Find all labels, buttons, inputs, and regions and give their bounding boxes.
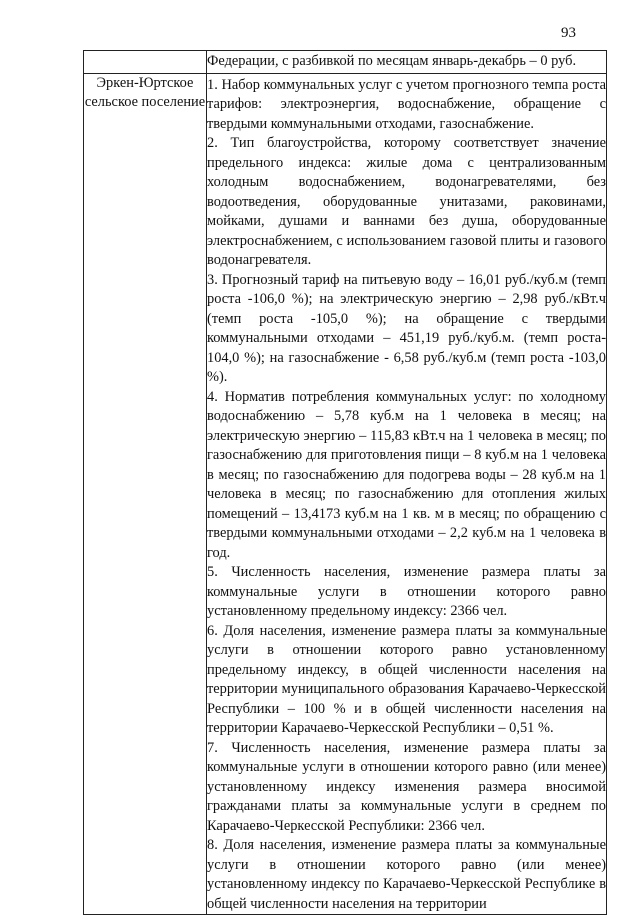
page-number: 93 [561, 25, 576, 41]
tariff-details-cell [207, 73, 607, 915]
paragraph-7-population-count-average: 7. Численность населения, изменение размера платы за коммунальные услуги в отношении которого равно (или менее) установленному индексу изменения размера вносимой гражданами платы за коммунальные услуги в среднем по Карачаево-Черкесской Республики: 2366 чел. [207, 739, 606, 834]
paragraph-4-consumption-norms: 4. Норматив потребления коммунальных услуг: по холодному водоснабжению – 5,78 куб.м на 1 человека в месяц; на электрическую энергию – 115,83 кВт.ч на 1 человека в месяц; по газоснабжению для приготовления пищи – 8 куб.м на 1 человека в месяц; по газоснабжению для подогрева воды – 28 куб.м на 1 человека в месяц; по газоснабжению для отопления жилых помещений – 13,4173 куб.м на 1 кв. м в месяц; по обращению с твердыми коммунальными отходами – 2,2 куб.м на 1 человека в год. [207, 388, 606, 561]
table-row-erken-yurt [84, 73, 607, 915]
paragraph-1-services-set: 1. Набор коммунальных услуг с учетом прогнозного темпа роста тарифов: электроэнергия, водоснабжение, обращение с твердыми коммунальными отходами, газоснабжение. [207, 76, 606, 132]
continuation-text-cell [207, 51, 607, 74]
paragraph-2-improvement-type: 2. Тип благоустройства, которому соответствует значение предельного индекса: жилые дома с централизованным холодным водоснабжением, водонагревателями, без водоотведения, оборудованные унитазами, раковинами, мойками, душами и ваннами без душа, оборудованные электроснабжением, с использованием газовой плиты и газового водонагревателя. [207, 135, 606, 268]
paragraph-3-forecast-tariffs: 3. Прогнозный тариф на питьевую воду – 16,01 руб./куб.м (темп роста -106,0 %); на электрическую энергию – 2,98 руб./кВт.ч (темп роста -105,0 %); на обращение с твердыми коммунальными отходами – 451,19 руб./куб.м. (темп роста- 104,0 %); на газоснабжение - 6,58 руб./куб.м (темп роста -103,0 %). [207, 271, 606, 385]
paragraph-8-population-share-average: 8. Доля населения, изменение размера платы за коммунальные услуги в отношении которого равно (или менее) установленному индексу по Карачаево-Черкесской Республике в общей численности населения на территории [207, 837, 606, 912]
continuation-text: Федерации, с разбивкой по месяцам январь-декабрь – 0 руб. [207, 53, 577, 69]
municipality-name: Эркен-Юртское сельское поселение [84, 74, 206, 110]
municipality-cell-empty [84, 51, 207, 74]
municipality-name-cell [84, 73, 207, 915]
tariff-table [83, 50, 607, 915]
paragraph-5-population-count: 5. Численность населения, изменение размера платы за коммунальные услуги в отношении которого равно установленному предельному индексу: 2366 чел. [207, 564, 606, 619]
paragraph-6-population-share: 6. Доля населения, изменение размера платы за коммунальные услуги в отношении которого равно установленному предельному индексу, в общей численности населения на территории муниципального образования Карачаево-Черкесской Республики – 100 % и в общей численности населения на территории Карачаево-Черкесской Республики – 0,51 %. [207, 622, 606, 736]
table-row-continuation [84, 51, 607, 74]
